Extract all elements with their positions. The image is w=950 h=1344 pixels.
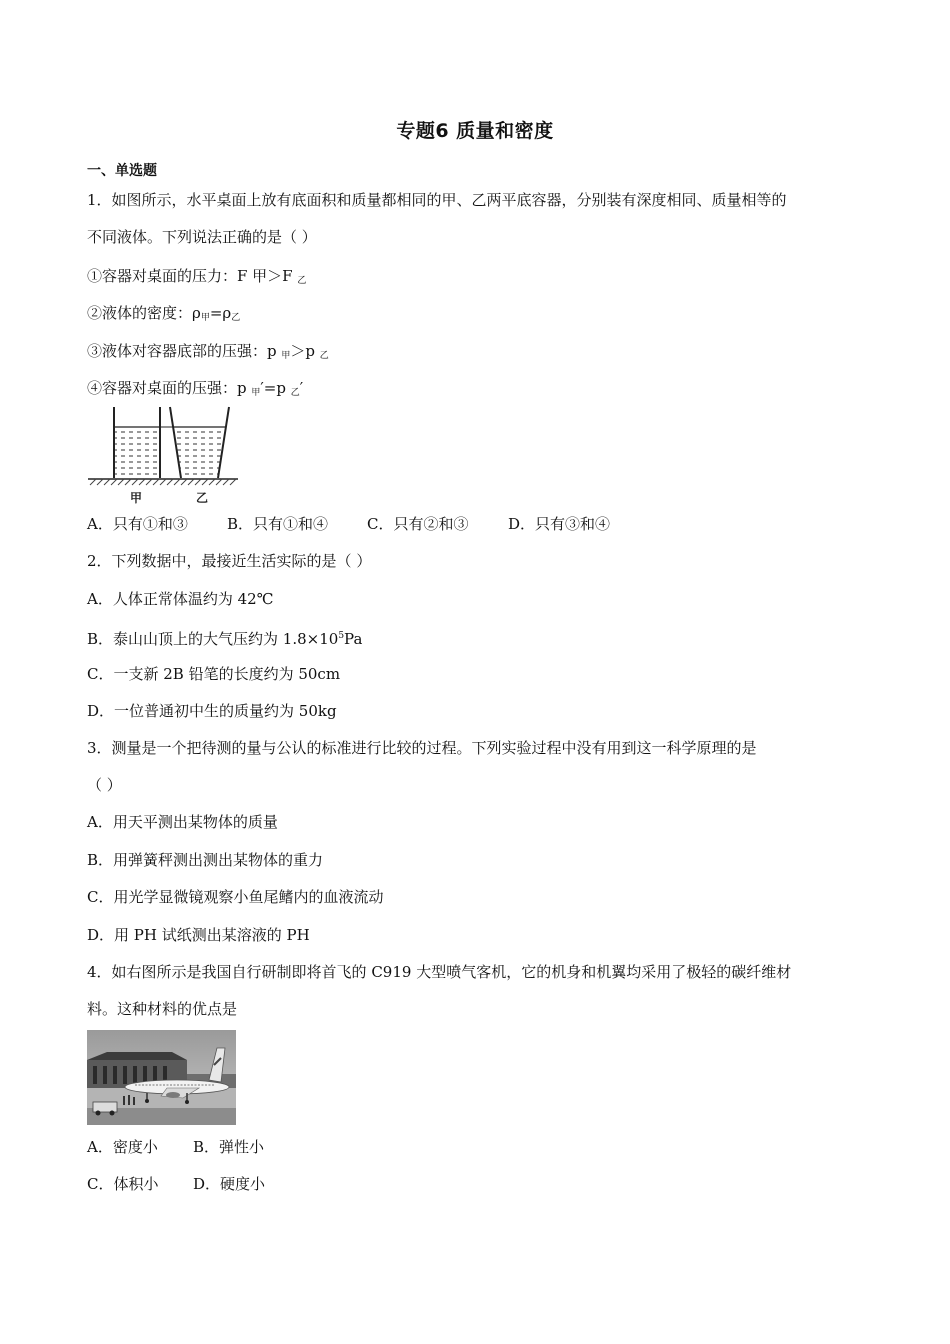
- q1-option-a[interactable]: A．只有①和③: [87, 515, 188, 533]
- statement-3-sub2: 乙: [319, 351, 329, 361]
- q4-options-row1: [87, 1137, 264, 1157]
- q3-stem-line2: （ ）: [87, 776, 122, 794]
- q1-statement-1: [87, 266, 306, 291]
- q2-option-d[interactable]: D．一位普通初中生的质量约为 50kg: [87, 702, 337, 720]
- q4-option-d[interactable]: D．硬度小: [193, 1175, 266, 1193]
- q4-options-row2: [87, 1174, 265, 1194]
- q4-option-b[interactable]: B．弹性小: [193, 1138, 265, 1156]
- q1-statement-2: [87, 303, 240, 328]
- q1-option-c[interactable]: C．只有②和③: [367, 515, 469, 533]
- statement-4-mid: ′=p: [260, 379, 291, 397]
- statement-4-sub1: 甲: [251, 388, 261, 398]
- q1-statement-3: [87, 341, 329, 366]
- label-jia: 甲: [130, 491, 143, 505]
- q3-option-d[interactable]: D．用 PH 试纸测出某溶液的 PH: [87, 926, 310, 944]
- label-yi: 乙: [196, 491, 209, 505]
- q2-option-a[interactable]: A．人体正常体温约为 42℃: [87, 590, 274, 608]
- airplane-photo: [87, 1030, 236, 1125]
- q1-stem-line2: 不同液体。下列说法正确的是（ ）: [87, 228, 317, 246]
- statement-2-sub1: 甲: [200, 313, 210, 323]
- container-jia: [114, 407, 160, 478]
- q3-option-a[interactable]: A．用天平测出某物体的质量: [87, 813, 278, 831]
- q2-option-b-text: B．泰山山顶上的大气压约为 1.8×10: [87, 630, 339, 648]
- page-title: 专题6 质量和密度: [396, 120, 554, 142]
- q2-stem: 2．下列数据中，最接近生活实际的是（ ）: [87, 552, 372, 570]
- q4-stem-line1: 4．如右图所示是我国自行研制即将首飞的 C919 大型喷气客机，它的机身和机翼均采用了极轻的碳纤维材: [87, 963, 792, 981]
- q2-option-b[interactable]: [87, 626, 362, 649]
- statement-2-sub2: 乙: [231, 313, 241, 323]
- q4-option-a[interactable]: A．密度小: [87, 1138, 158, 1156]
- q1-stem-line1: 1．如图所示，水平桌面上放有底面积和质量都相同的甲、乙两平底容器，分别装有深度相同、质量相等的: [87, 191, 787, 209]
- statement-3-sub1: 甲: [281, 351, 291, 361]
- q1-option-b[interactable]: B．只有①和④: [227, 515, 329, 533]
- containers-figure: [88, 405, 238, 507]
- q1-options: [87, 514, 610, 534]
- q4-option-c[interactable]: C．体积小: [87, 1175, 159, 1193]
- q1-option-d[interactable]: D．只有③和④: [508, 515, 611, 533]
- statement-4-sub2: 乙: [290, 388, 300, 398]
- statement-4-end: ′: [299, 379, 304, 397]
- statement-4-text: ④容器对桌面的压强：p: [87, 379, 252, 397]
- statement-1-sub: 乙: [297, 276, 307, 286]
- statement-3-text: ③液体对容器底部的压强：p: [87, 342, 282, 360]
- q2-option-b-exponent: 5: [338, 631, 345, 641]
- statement-3-mid: ＞p: [290, 342, 320, 360]
- statement-2-mid: =ρ: [209, 304, 232, 322]
- q3-stem-line1: 3．测量是一个把待测的量与公认的标准进行比较的过程。下列实验过程中没有用到这一科学原理的是: [87, 739, 757, 757]
- container-yi: [170, 407, 229, 478]
- q4-stem-line2: 料。这种材料的优点是: [87, 1000, 238, 1018]
- q2-option-c[interactable]: C．一支新 2B 铅笔的长度约为 50cm: [87, 665, 341, 683]
- q3-option-c[interactable]: C．用光学显微镜观察小鱼尾鳍内的血液流动: [87, 888, 384, 906]
- section-heading: 一、单选题: [87, 163, 157, 179]
- q3-option-b[interactable]: B．用弹簧秤测出测出某物体的重力: [87, 851, 324, 869]
- statement-1-text: ①容器对桌面的压力：F 甲＞F: [87, 267, 298, 285]
- q2-option-b-unit: Pa: [344, 630, 363, 648]
- statement-2-text: ②液体的密度：ρ: [87, 304, 201, 322]
- table-hatch: [90, 479, 236, 485]
- q1-statement-4: [87, 378, 303, 403]
